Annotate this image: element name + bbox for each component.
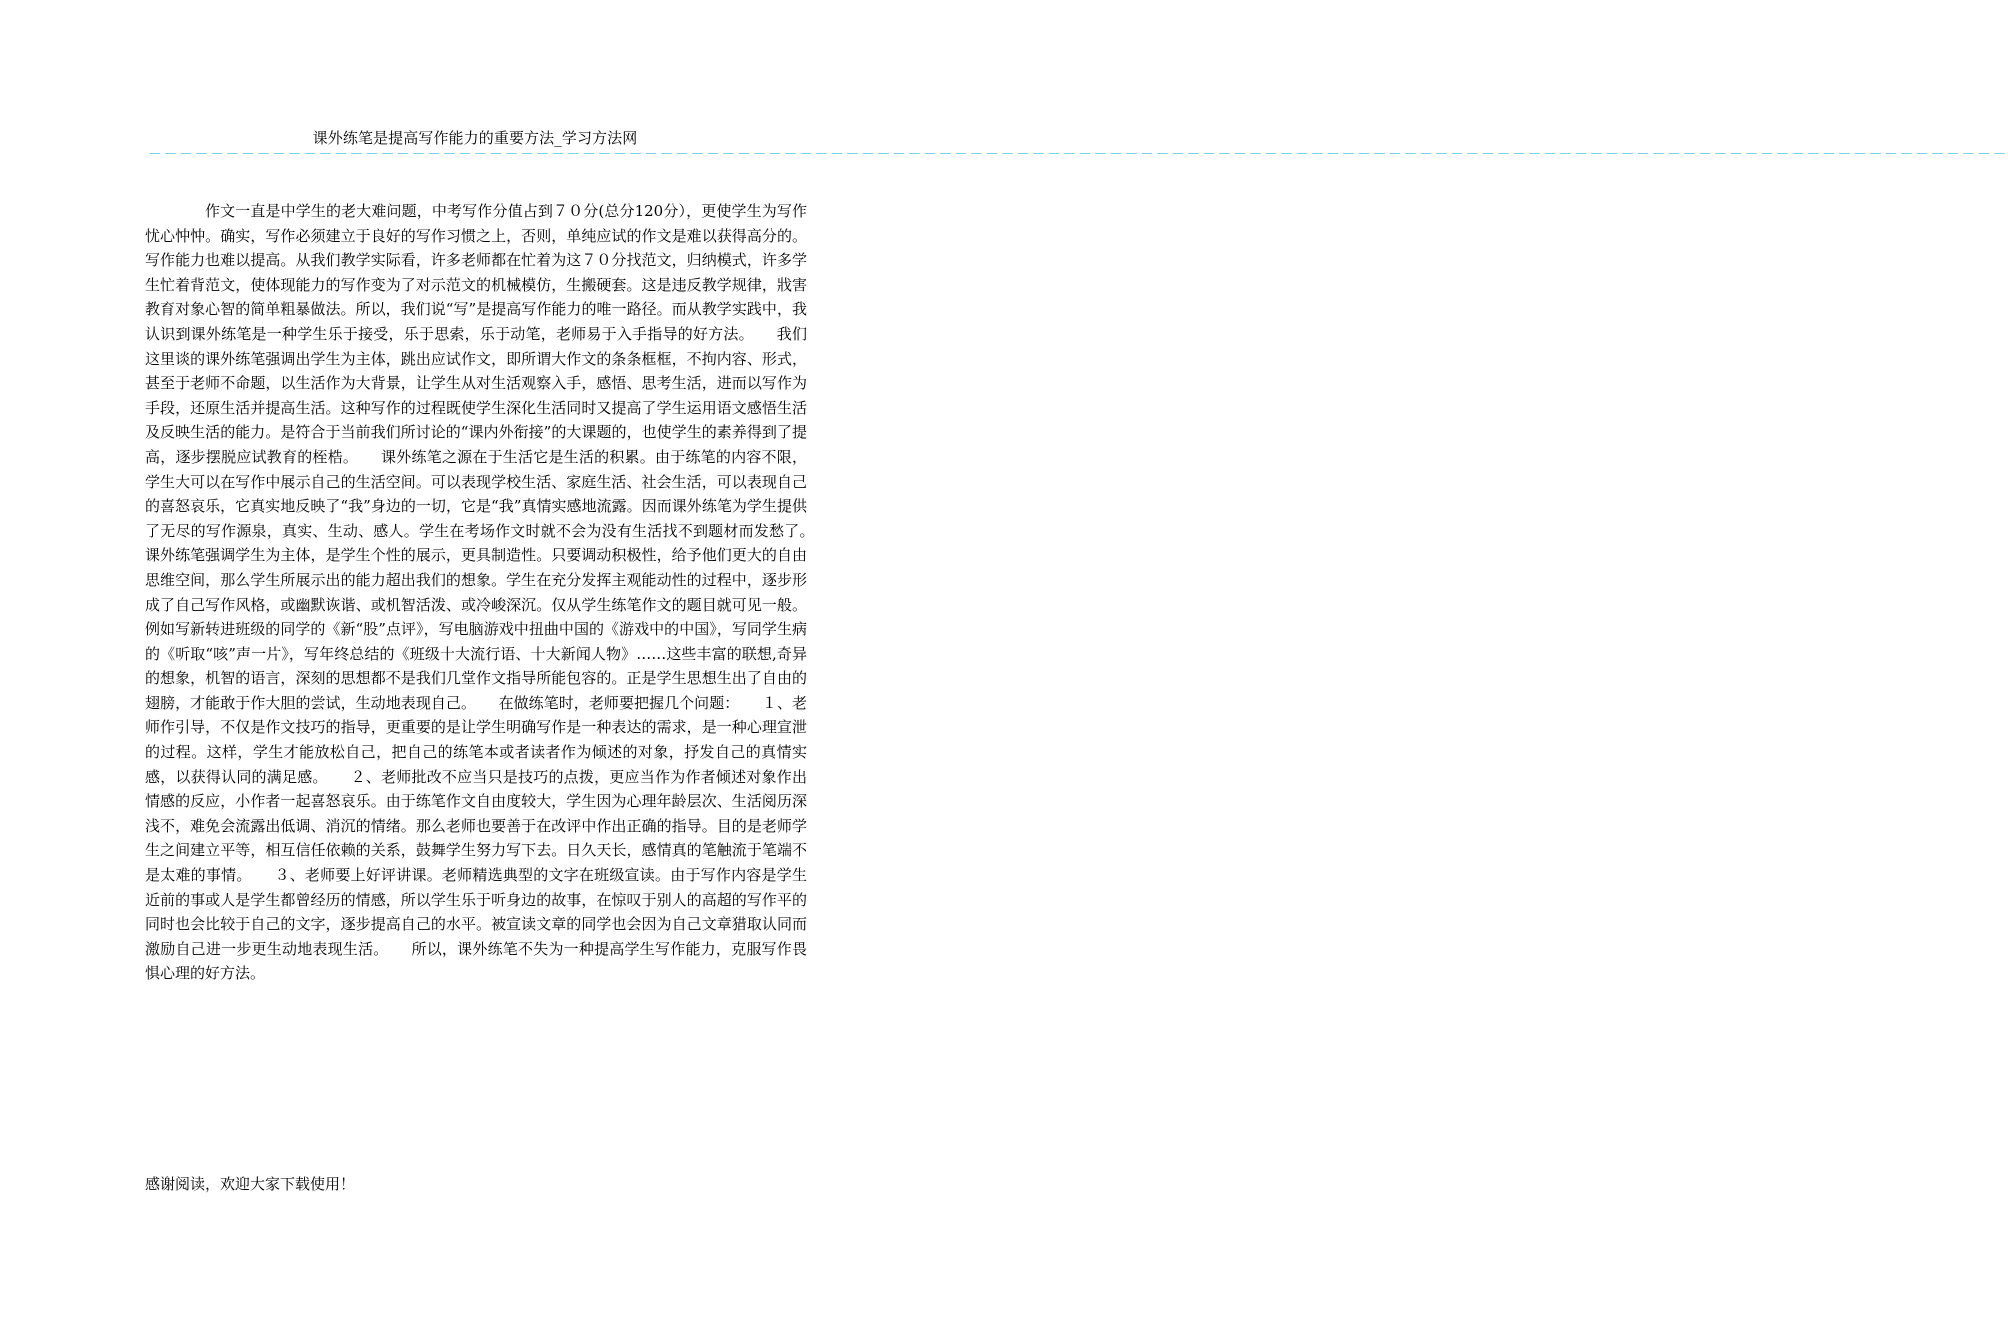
article-body: 作文一直是中学生的老大难问题，中考写作分值占到７０分(总分120分），更使学生为写作忧心忡忡。确实，写作必须建立于良好的写作习惯之上，否则，单纯应试的作文是难以获得高分的。写作能力也难以提高。从我们教学实际看，许多老师都在忙着为这７０分找范文，归纳模式，许多学生忙着背范文，使体现能力的写作变为了对示范文的机械模仿，生搬硬套。这是违反教学规律，戕害教育对象心智的简单粗暴做法。所以，我们说“写”是提高写作能力的唯一路径。而从教学实践中，我认识到课外练笔是一种学生乐于接受，乐于思索，乐于动笔，老师易于入手指导的好方法。 我们这里谈的课外练笔强调出学生为主体，跳出应试作文，即所谓大作文的条条框框，不拘内容、形式，甚至于老师不命题，以生活作为大背景，让学生从对生活观察入手，感悟、思考生活，进而以写作为手段，还原生活并提高生活。这种写作的过程既使学生深化生活同时又提高了学生运用语文感悟生活及反映生活的能力。是符合于当前我们所讨论的“课内外衔接”的大课题的，也使学生的素养得到了提高，逐步摆脱应试教育的桎梏。 课外练笔之源在于生活它是生活的积累。由于练笔的内容不限，学生大可以在写作中展示自己的生活空间。可以表现学校生活、家庭生活、社会生活，可以表现自己的喜怒哀乐，它真实地反映了“我”身边的一切，它是“我”真情实感地流露。因而课外练笔为学生提供了无尽的写作源泉，真实、生动、感人。学生在考场作文时就不会为没有生活找不到题材而发愁了。 课外练笔强调学生为主体，是学生个性的展示，更具制造性。只要调动积极性，给予他们更大的自由思维空间，那么学生所展示出的能力超出我们的想象。学生在充分发挥主观能动性的过程中，逐步形成了自己写作风格，或幽默诙谐、或机智活泼、或冷峻深沉。仅从学生练笔作文的题目就可见一般。例如写新转进班级的同学的《新“股”点评》，写电脑游戏中扭曲中国的《游戏中的中国》，写同学生病的《听取“咳”声一片》，写年终总结的《班级十大流行语、十大新闻人物》……这些丰富的联想,奇异的想象，机智的语言，深刻的思想都不是我们几堂作文指导所能包容的。正是学生思想生出了自由的翅膀，才能敢于作大胆的尝试，生动地表现自己。 在做练笔时，老师要把握几个问题： １、老师作引导，不仅是作文技巧的指导，更重要的是让学生明确写作是一种表达的需求，是一种心理宣泄的过程。这样，学生才能放松自己，把自己的练笔本或者读者作为倾述的对象，抒发自己的真情实感，以获得认同的满足感。 ２、老师批改不应当只是技巧的点拨，更应当作为作者倾述对象作出情感的反应，小作者一起喜怒哀乐。由于练笔作文自由度较大，学生因为心理年龄层次、生活阅历深浅不，难免会流露出低调、消沉的情绪。那么老师也要善于在改评中作出正确的指导。目的是老师学生之间建立平等，相互信任依赖的关系，鼓舞学生努力写下去。日久天长，感情真的笔触流于笔端不是太难的事情。 ３、老师要上好评讲课。老师精选典型的文字在班级宣读。由于写作内容是学生近前的事或人是学生都曾经历的情感，所以学生乐于听身边的故事，在惊叹于别人的高超的写作平的同时也会比较于自己的文字，逐步提高自己的水平。被宣读文章的同学也会因为自己文章猎取认同而激励自己进一步更生动地表现生活。 所以，课外练笔不失为一种提高学生写作能力，克服写作畏惧心理的好方法。	[145, 202, 838, 983]
document-title: 课外练笔是提高写作能力的重要方法_学习方法网	[312, 129, 638, 147]
footer-note: 感谢阅读，欢迎大家下载使用！	[145, 1175, 356, 1193]
title-divider: －－－－－－－－－－－－－－－－－－－－－－－－－－－－－－－－－－－－－－－－－－－－－－－－－－－－－－－－－－－－－－－－－－－－－－－－－－－－－－－－－－－－－－－－－－－－－－－－－－－－－－－－－－－－－－－－－－－－－－－－	[148, 147, 2008, 163]
